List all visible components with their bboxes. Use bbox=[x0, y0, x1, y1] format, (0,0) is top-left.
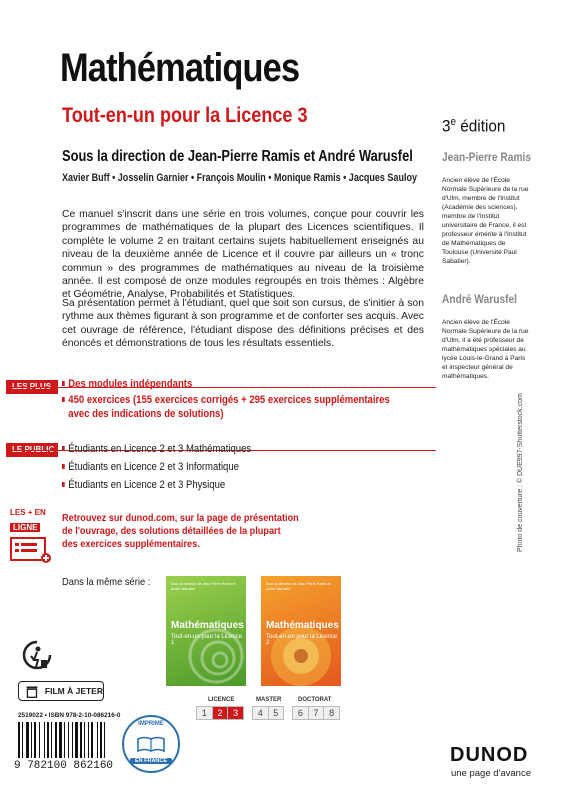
screen-icon bbox=[10, 537, 54, 563]
level-cell-8: 8 bbox=[324, 707, 339, 719]
film-label: FILM À JETER bbox=[44, 686, 103, 696]
edition-suffix: e bbox=[450, 116, 457, 128]
publisher-logo: DUNOD bbox=[450, 744, 529, 766]
barcode-bar bbox=[55, 722, 57, 758]
public-item: Étudiants en Licence 2 et 3 Physique bbox=[62, 478, 251, 492]
barcode-bar bbox=[34, 722, 36, 758]
online-badge bbox=[10, 508, 50, 563]
imprime-en-france-stamp bbox=[122, 715, 180, 773]
level-cell-1: 1 bbox=[197, 707, 213, 719]
barcode-bar bbox=[22, 722, 23, 758]
online-badge-bottom: LIGNE bbox=[10, 523, 40, 532]
level-label-doctorat: DOCTORAT bbox=[298, 697, 332, 703]
series-label: Dans la même série : bbox=[62, 577, 151, 588]
edition-label bbox=[442, 116, 505, 137]
public-item: Étudiants en Licence 2 et 3 Informatique bbox=[62, 460, 251, 474]
barcode-bar bbox=[31, 722, 32, 758]
level-cell-2: 2 bbox=[213, 707, 229, 719]
cover-credit-text: Sous la direction de Jean-Pierre Ramis et André Warusfel bbox=[266, 582, 331, 591]
barcode bbox=[18, 722, 118, 758]
public-list bbox=[62, 442, 272, 492]
series-cover-l1[interactable] bbox=[166, 576, 246, 686]
cover-credit-text: Sous la direction de Jean-Pierre Ramis et André Warusfel bbox=[171, 582, 236, 591]
level-doctorat-cells bbox=[292, 706, 340, 720]
barcode-bar bbox=[80, 722, 82, 758]
online-badge-top: LES + EN bbox=[10, 508, 46, 517]
stamp-bottom: EN FRANCE bbox=[130, 758, 172, 764]
barcode-bar bbox=[47, 722, 49, 758]
description-paragraph-2: Sa présentation permet à l'étudiant, quel que soit son cursus, de s'initier à son rythme aux thèmes figurant à son programme et de conforter ses acquis. Avec cet ouvrage de référence, l'étudiant dispose des définitions précises et des énoncés et démonstrations de tous les résultats essentiels. bbox=[62, 298, 424, 350]
edition-word: édition bbox=[456, 116, 506, 136]
plus-item: 450 exercices (155 exercices corrigés + 295 exercices supplémentaires bbox=[62, 393, 390, 407]
barcode-bar bbox=[84, 722, 85, 758]
level-cell-4: 4 bbox=[253, 707, 269, 719]
cover-subtitle: Tout-en-un pour la Licence 1 bbox=[171, 634, 243, 646]
level-cell-6: 6 bbox=[293, 707, 309, 719]
barcode-bar bbox=[88, 722, 89, 758]
cover-subtitle: Tout-en-un pour la Licence 2 bbox=[266, 634, 338, 646]
publisher-tagline: une page d'avance bbox=[451, 768, 531, 779]
barcode-bar bbox=[75, 722, 78, 758]
barcode-bar bbox=[51, 722, 52, 758]
plus-item: Des modules indépendants bbox=[62, 377, 390, 391]
isbn-text: 2519022 • ISBN 978-2-10-086216-0 bbox=[18, 712, 121, 719]
barcode-bar bbox=[104, 722, 105, 758]
cover-title: Mathématiques bbox=[266, 620, 339, 631]
flower-icon bbox=[261, 576, 341, 686]
level-label-master: MASTER bbox=[256, 697, 282, 703]
barcode-bar bbox=[26, 722, 29, 758]
online-line: de l'ouvrage, des solutions détaillées de la plupart bbox=[62, 526, 281, 537]
trash-bin-icon bbox=[22, 683, 42, 699]
level-cell-5: 5 bbox=[269, 707, 284, 719]
description-paragraph-1: Ce manuel s'inscrit dans une série en trois volumes, conçue pour couvrir les programmes de mathématiques de la plupart des Licences scientifiques. Il complète le volume 2 en traitant certains sujets habituellement enseignés au niveau de la deuxième année de Licence et il couvre par ailleurs un « tronc commun » des programmes de mathématiques au niveau de la troisième année. Il est composé de onze modules regroupés en trois thèmes : Algèbre et Géométrie, Analyse, Probabilités et Statistiques. bbox=[62, 209, 424, 301]
level-cell-3: 3 bbox=[228, 707, 243, 719]
author-bio-2: Ancien élève de l'École Normale Supérieure de la rue d'Ulm, il a été professeur de mathématiques spéciales au lycée Louis-le-Grand à Paris et inspecteur général de mathématiques. bbox=[442, 319, 529, 380]
barcode-bar bbox=[39, 722, 40, 758]
barcode-bar bbox=[72, 722, 73, 758]
public-item: Étudiants en Licence 2 et 3 Mathématiques bbox=[62, 442, 251, 456]
series-cover-l2[interactable] bbox=[261, 576, 341, 686]
barcode-bar bbox=[91, 722, 93, 758]
book-subtitle: Tout-en-un pour la Licence 3 bbox=[62, 104, 308, 127]
barcode-bar bbox=[68, 722, 69, 758]
barcode-bar bbox=[64, 722, 65, 758]
barcode-digits: 9 782100 862160 bbox=[14, 760, 114, 772]
photo-credit: Photo de couverture : © DUE997-Shutterstock.com bbox=[517, 393, 524, 552]
coauthors-line: Xavier Buff • Josselin Garnier • François Moulin • Monique Ramis • Jacques Sauloy bbox=[62, 172, 417, 184]
plus-item-continuation: avec des indications de solutions) bbox=[68, 408, 224, 420]
recycling-person-icon bbox=[22, 640, 52, 672]
author-bio-1: Ancien élève de l'École Normale Supérieure de la rue d'Ulm, membre de l'Institut (Académie des sciences), membre de l'Institut universitaire de France, il est professeur émérite à l'Institut de Mathématiques de Toulouse (Université Paul Sabatier). bbox=[442, 177, 529, 265]
level-licence-cells bbox=[196, 706, 244, 720]
cover-title: Mathématiques bbox=[171, 620, 244, 631]
level-cell-7: 7 bbox=[309, 707, 325, 719]
film-badge bbox=[18, 681, 104, 701]
barcode-bar bbox=[18, 722, 20, 758]
level-master-cells bbox=[252, 706, 284, 720]
author-name-1: Jean-Pierre Ramis bbox=[442, 150, 532, 164]
barcode-bar bbox=[44, 722, 45, 758]
direction-line: Sous la direction de Jean-Pierre Ramis et André Warusfel bbox=[62, 148, 413, 165]
barcode-bar bbox=[97, 722, 98, 758]
online-line: des exercices supplémentaires. bbox=[62, 539, 200, 550]
nautilus-shell-icon bbox=[166, 576, 246, 686]
book-title: Mathématiques bbox=[60, 46, 300, 90]
edition-number: 3 bbox=[442, 116, 451, 136]
author-name-2: André Warusfel bbox=[442, 292, 518, 306]
barcode-bar bbox=[100, 722, 102, 758]
level-label-licence: LICENCE bbox=[208, 697, 235, 703]
stamp-top: IMPRIMÉ bbox=[138, 721, 164, 727]
online-text bbox=[62, 512, 331, 551]
plus-list bbox=[62, 377, 426, 421]
barcode-bar bbox=[59, 722, 62, 758]
online-line: Retrouvez sur dunod.com, sur la page de présentation bbox=[62, 513, 299, 524]
